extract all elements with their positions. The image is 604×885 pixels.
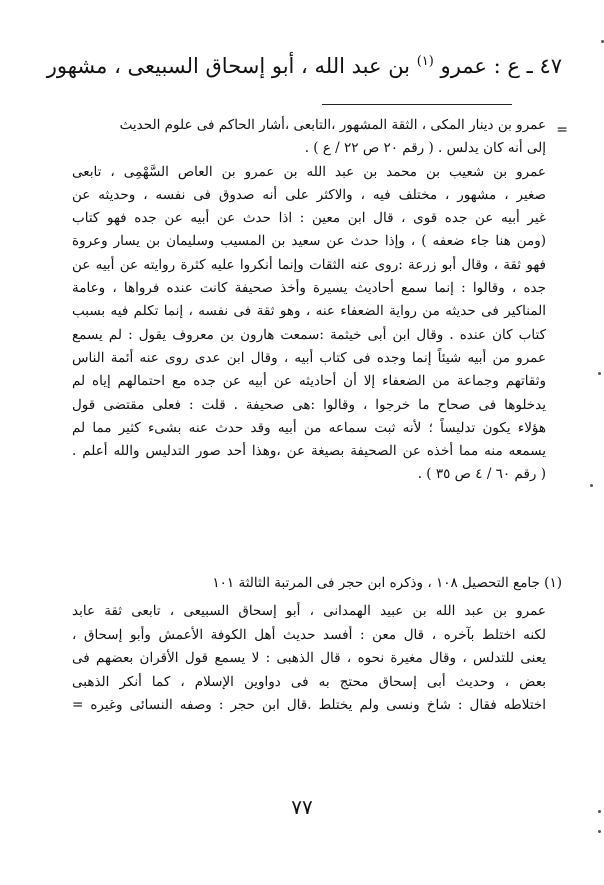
text-line: عمرو من أبيه شيئاً إنما وجده فى كتاب أبيه ، وقال ابن عدى روى عنه أئمة الناس: [72, 349, 546, 366]
footnote-1: (١) جامع التحصيل ١٠٨ ، وذكره ابن حجر فى المرتبة الثالثة ١٠١: [212, 575, 562, 591]
scan-speck: [598, 830, 601, 833]
scan-speck: [590, 484, 593, 487]
text-line: إلى أنه كان يدلس . ( رقم ٢٠ ص ٢٢ / ع ) .: [304, 140, 546, 157]
entry-heading: [46, 48, 562, 80]
text-line: يدخلوها فى صحاح ما خرجوا ، وقالوا :هى صحيفة . قلت : فعلى مقتضى قول: [72, 396, 546, 413]
entry-name: عمرو: [440, 54, 487, 78]
scan-speck: [598, 810, 601, 813]
entry-rest: بن عبد الله ، أبو إسحاق السبيعى ، مشهور: [46, 54, 411, 78]
text-line: المناكير فى حديثه من رواية الضعفاء عنه ، وهو ثقة فى نفسه ، إنما تكلم فيه بسبب: [72, 303, 546, 320]
text-line: وثقاتهم وجماعة من الضعفاء إلا أن أحاديثه عن أبيه عن جده مع احتمالهم إياه لم: [72, 373, 546, 390]
text-line: (ومن هنا جاء ضعفه ) ، وإذا حدث عن سعيد بن المسيب وسليمان بن يسار وعروة: [72, 233, 546, 250]
footnote-ref: (١): [416, 54, 434, 69]
text-line: اختلاطه فقال : شاخ ونسى ولم يختلط .قال ابن حجر : وصفه النسائى وغيره =: [72, 697, 546, 713]
text-line: ( رقم ٦٠ / ٤ ص ٣٥ ) .: [417, 466, 546, 483]
footnote-1-body: [72, 600, 546, 718]
text-line: يعنى للتدلس ، وقال مغيرة نحوه ، قال الذهبى : لا يسمع قول الأقران بعضهم فى: [72, 650, 546, 666]
text-line: صغير ، مشهور ، مختلف فيه ، والاكثر على أنه صدوق فى نفسه ، وحديثه عن: [72, 186, 546, 203]
text-line: عمرو بن دينار المكى ، الثقة المشهور ،التابعى ،أشار الحاكم فى علوم الحديث: [119, 117, 546, 133]
text-line: عمرو بن عبد الله بن عبيد الهمدانى ، أبو إسحاق السبيعى ، تابعى ثقة عابد: [72, 603, 546, 619]
text-line: غير أبيه عن جده قوى ، قال ابن معين : اذا حدث عن أبيه عن جده فهو كتاب: [72, 210, 546, 227]
page-number: ٧٧: [291, 795, 313, 819]
footnote-separator: [322, 104, 512, 105]
text-line: كتاب كان عنده . وقال ابن أبى خيثمة :سمعت هارون بن معروف يقول : لم يسمع: [72, 326, 546, 343]
text-line: بعض ، وحديث أبى إسحاق محتج به فى دواوين الإسلام ، كما أنكر الذهبى: [72, 673, 546, 690]
entry-code: ع :: [493, 54, 520, 78]
text-line: يسمعه منه مما أخذه عن الصحيفة بصيغة عن ،وهذا أحد صور التدليس والله أعلم .: [72, 443, 546, 460]
continuation-mark: =: [556, 122, 568, 138]
text-line: فهو ثقة ، وقال أبو زرعة :روى عنه الثقات وإنما أنكروا عليه كثرة روايته عن أبيه عن: [72, 256, 546, 273]
text-line: لكنه اختلط بآخره ، قال معن : أفسد حديث أهل الكوفة الأعمش وأبو إسحاق ،: [72, 626, 546, 643]
footnote-continuation: [72, 114, 546, 487]
text-line: عمرو بن شعيب بن محمد بن عبد الله بن عمرو بن العاص السَّهْمِى ، تابعى: [72, 163, 546, 180]
text-line: جده ، وقالوا : إنما سمع أحاديث يسيرة وأخذ صحيفة كانت عنده فرواها ، وعامة: [72, 280, 546, 297]
entry-number: ٤٧ ـ: [526, 54, 562, 78]
scan-speck: [598, 372, 601, 375]
text-line: هؤلاء يكون تدليساً ؛ لأنه ثبت سماعه من أبيه وقد حدث عنه بشىء كثير مما لم: [72, 419, 546, 436]
